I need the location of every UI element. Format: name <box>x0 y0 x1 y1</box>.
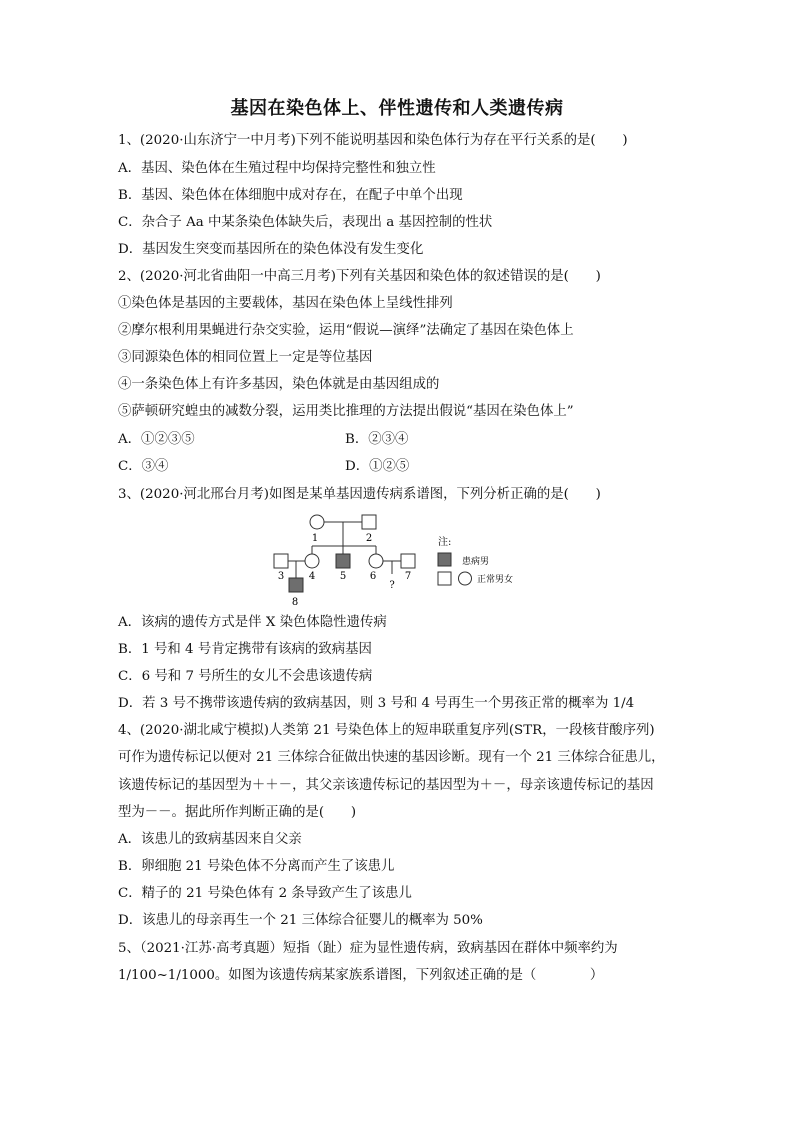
legend-normal-female-symbol <box>459 572 472 585</box>
label-1: 1 <box>311 533 319 544</box>
q3-option-a: A．该病的遗传方式是伴 X 染色体隐性遗传病 <box>118 615 387 630</box>
q2-statement-2: ②摩尔根利用果蝇进行杂交实验，运用“假说—演绎”法确定了基因在染色体上 <box>118 323 574 338</box>
q4-option-a: A．该患儿的致病基因来自父亲 <box>118 832 302 847</box>
q2-option-a: A．①②③⑤ <box>118 432 195 447</box>
legend-title: 注: <box>438 537 452 548</box>
q2-statement-1: ①染色体是基因的主要载体，基因在染色体上呈线性排列 <box>118 296 453 311</box>
q4-option-c: C．精子的 21 号染色体有 2 条导致产生了该患儿 <box>118 886 412 901</box>
q3-option-b: B．1 号和 4 号肯定携带有该病的致病基因 <box>118 642 372 657</box>
individual-8-affected-male <box>289 578 303 592</box>
q1-option-b: B．基因、染色体在体细胞中成对存在，在配子中单个出现 <box>118 188 463 203</box>
label-5: 5 <box>339 571 347 582</box>
individual-6-female <box>369 554 383 568</box>
q2-statement-3: ③同源染色体的相同位置上一定是等位基因 <box>118 350 373 365</box>
q2-statement-5: ⑤萨顿研究蝗虫的减数分裂，运用类比推理的方法提出假说“基因在染色体上” <box>118 404 574 419</box>
label-unknown-child: ? <box>389 580 395 591</box>
q3-option-c: C．6 号和 7 号所生的女儿不会患该遗传病 <box>118 669 373 684</box>
q5-stem-line-1: 5、（2021·江苏·高考真题）短指（趾）症为显性遗传病，致病基因在群体中频率约为 <box>118 941 618 956</box>
q3-stem: 3、(2020·河北邢台月考)如图是某单基因遗传病系谱图，下列分析正确的是( ) <box>118 487 601 502</box>
q4-option-d: D．该患儿的母亲再生一个 21 三体综合征婴儿的概率为 50% <box>118 913 483 928</box>
pedigree-chart <box>262 510 532 610</box>
q2-statement-4: ④一条染色体上有许多基因，染色体就是由基因组成的 <box>118 377 440 392</box>
q4-stem-line-2: 可作为遗传标记以便对 21 三体综合征做出快速的基因诊断。现有一个 21 三体综合征患儿， <box>118 750 665 765</box>
q4-stem-line-3: 该遗传标记的基因型为＋＋－，其父亲该遗传标记的基因型为＋－，母亲该遗传标记的基因 <box>118 778 654 793</box>
individual-5-affected-male <box>336 554 350 568</box>
legend-affected-symbol <box>438 553 451 566</box>
q2-stem: 2、(2020·河北省曲阳一中高三月考)下列有关基因和染色体的叙述错误的是( ) <box>118 269 601 284</box>
individual-2-male <box>362 515 376 529</box>
q2-option-d: D．①②⑤ <box>345 459 410 474</box>
label-6: 6 <box>369 571 377 582</box>
q1-stem: 1、(2020·山东济宁一中月考)下列不能说明基因和染色体行为存在平行关系的是( ) <box>118 133 628 148</box>
label-2: 2 <box>365 533 373 544</box>
q4-option-b: B．卵细胞 21 号染色体不分离而产生了该患儿 <box>118 859 395 874</box>
legend-normal-male-symbol <box>438 572 451 585</box>
individual-1-female <box>310 515 324 529</box>
legend-affected-label: 患病男 <box>462 557 490 567</box>
individual-4-female <box>305 554 319 568</box>
label-3: 3 <box>277 571 285 582</box>
q1-option-c: C．杂合子 Aa 中某条染色体缺失后，表现出 a 基因控制的性状 <box>118 215 493 230</box>
q1-option-d: D．基因发生突变而基因所在的染色体没有发生变化 <box>118 242 424 257</box>
legend-normal-label: 正常男女 <box>477 575 514 585</box>
q2-option-b: B．②③④ <box>345 432 409 447</box>
page-title: 基因在染色体上、伴性遗传和人类遗传病 <box>230 98 564 119</box>
label-8: 8 <box>291 597 299 608</box>
label-4: 4 <box>308 571 316 582</box>
individual-3-male <box>274 554 288 568</box>
q2-option-c: C．③④ <box>118 459 169 474</box>
q4-stem-line-1: 4、(2020·湖北咸宁模拟)人类第 21 号染色体上的短串联重复序列(STR，一段核苷酸序列) <box>118 723 655 738</box>
label-7: 7 <box>404 571 412 582</box>
q4-stem-line-4: 型为－－。据此所作判断正确的是( ) <box>118 805 357 820</box>
q5-stem-line-2: 1/100~1/1000。如图为该遗传病某家族系谱图，下列叙述正确的是（ ） <box>118 968 604 983</box>
individual-7-male <box>401 554 415 568</box>
q1-option-a: A．基因、染色体在生殖过程中均保持完整性和独立性 <box>118 161 436 176</box>
q3-option-d: D．若 3 号不携带该遗传病的致病基因，则 3 号和 4 号再生一个男孩正常的概率为 1/4 <box>118 696 635 711</box>
